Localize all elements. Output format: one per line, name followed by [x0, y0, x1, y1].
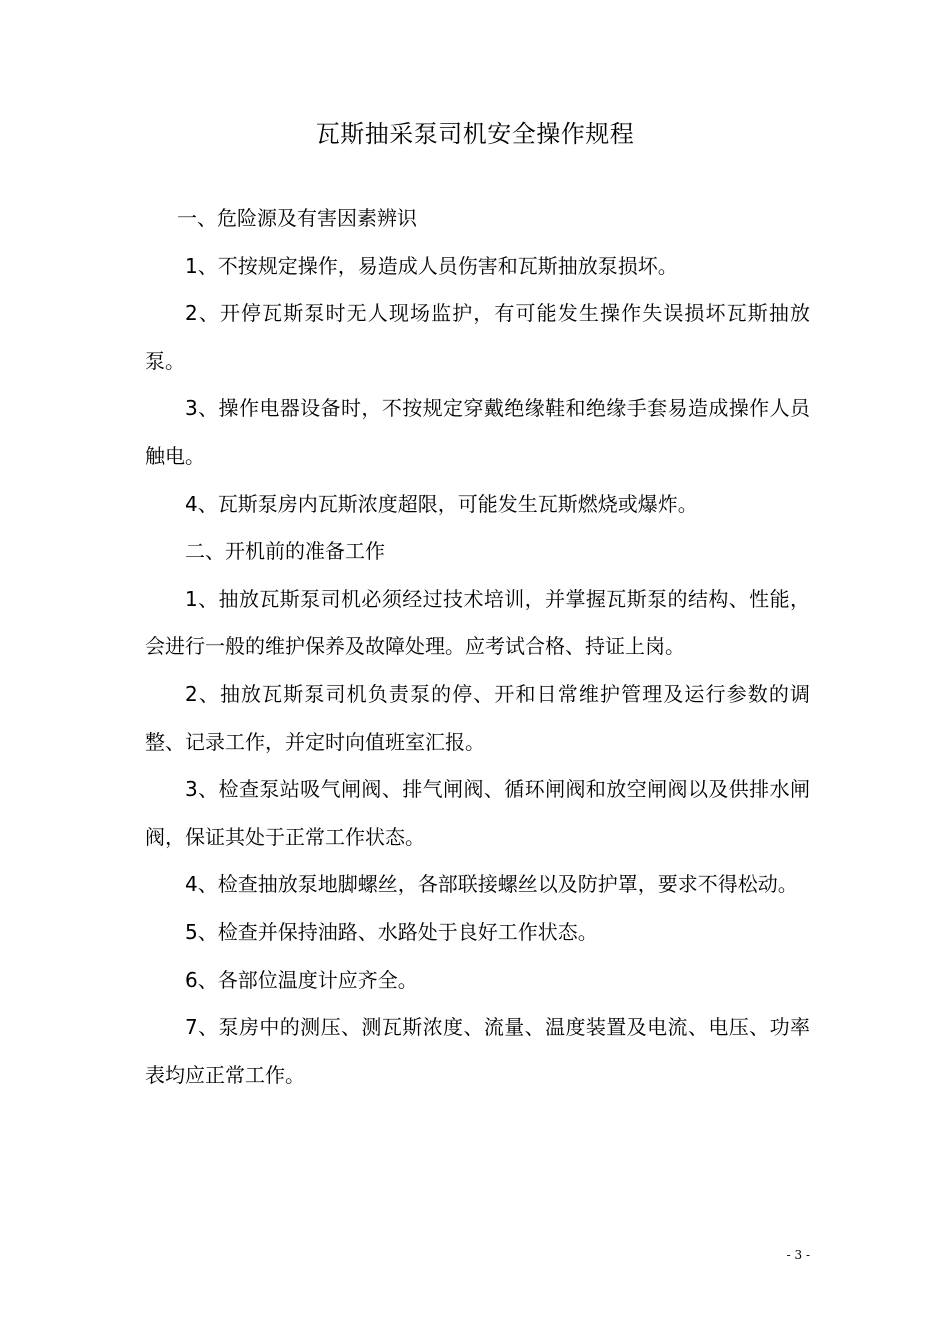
preparation-item-3: 3、检查泵站吸气闸阀、排气闸阀、循环闸阀和放空闸阀以及供排水闸阀，保证其处于正常工作状态。	[145, 777, 810, 849]
preparation-item-1: 1、抽放瓦斯泵司机必须经过技术培训，并掌握瓦斯泵的结构、性能，会进行一般的维护保养及故障处理。应考试合格、持证上岗。	[145, 586, 810, 659]
section-hazard-identification	[145, 195, 810, 528]
page-number: - 3 -	[786, 1248, 810, 1262]
hazard-item-2: 2、开停瓦斯泵时无人现场监护，有可能发生操作失误损坏瓦斯抽放泵。	[145, 301, 810, 373]
section-heading: 一、危险源及有害因素辨识	[177, 206, 417, 230]
preparation-item-7: 7、泵房中的测压、测瓦斯浓度、流量、温度装置及电流、电压、功率表均应正常工作。	[145, 1015, 810, 1087]
hazard-item-4: 4、瓦斯泵房内瓦斯浓度超限，可能发生瓦斯燃烧或爆炸。	[185, 491, 698, 516]
preparation-item-5: 5、检查并保持油路、水路处于良好工作状态。	[185, 919, 598, 944]
hazard-item-1: 1、不按规定操作，易造成人员伤害和瓦斯抽放泵损坏。	[185, 253, 678, 278]
document-body	[145, 195, 810, 1099]
preparation-item-6: 6、各部位温度计应齐全。	[185, 967, 418, 992]
preparation-item-2: 2、抽放瓦斯泵司机负责泵的停、开和日常维护管理及运行参数的调整、记录工作，并定时向值班室汇报。	[145, 681, 810, 754]
section-pre-start-preparation	[145, 528, 810, 1099]
document-title: 瓦斯抽采泵司机安全操作规程	[315, 120, 635, 148]
section-heading: 二、开机前的准备工作	[185, 539, 385, 564]
preparation-item-4: 4、检查抽放泵地脚螺丝，各部联接螺丝以及防护罩，要求不得松动。	[185, 872, 798, 897]
hazard-item-3: 3、操作电器设备时，不按规定穿戴绝缘鞋和绝缘手套易造成操作人员触电。	[145, 396, 810, 468]
